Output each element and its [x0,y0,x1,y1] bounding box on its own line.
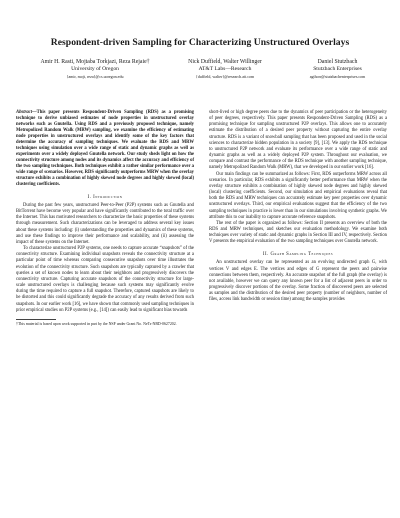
paragraph: The rest of the paper is organized as follows: Section II presents an overview of both the RDS and MRW techniques, and sketches our evaluation methodology. We examine both techniques over variety of static and dynamic graphs in Section III and IV, respectively. Section V presents the empirical evaluation of the two sampling techniques over Gnutella network. [209,220,387,245]
author-block [0,59,400,93]
paragraph: An unstructured overlay can be represented as an evolving undirected graph G, with vertices V and edges E. The vertices and edges of G represent the peers and pairwise connections between them, respectively. An accurate snapshot of the full graph (the overlay) is not available, however we can query any known peer for a list of adjacent peers in order to progressively discover portions of the overlay. Some fraction of discovered peers are selected as samples and the distribution of the desired peer property (number of neighbors, number of files, access link bandwidth or session time) among the samples provides [209,260,387,303]
author-affiliation: Stutzbach Enterprises [313,66,362,73]
author-affiliation: AT&T Labs—Research [198,66,252,73]
author-group-att [170,59,280,81]
paper-title: Respondent-driven Sampling for Characterizing Unstructured Overlays [50,37,350,48]
author-names: Daniel Stutzbach [317,59,358,65]
author-email: {duffield, walter}@research.att.com [195,74,255,80]
author-affiliation: University of Oregon [71,66,119,73]
footnote: †This material is based upon work supported in part by the NSF under Grant No. NeTs-NBD-0627202. [16,321,177,326]
abstract-text: —This paper presents Respondent-Driven Sampling (RDS) as a promising technique to derive unbiased estimates of node properties in unstructured overlay networks such as Gnutella. Using RDS and a previously proposed technique, namely Metropolized Random Walk (MRW) sampling, we examine the efficiency of estimating node properties in unstructured overlays and identify some of the key factors that determine the accuracy of sampling techniques. We evaluate the RDS and MRW techniques using simulation over a wide range of static and dynamic graphs as well as experiments over a widely deployed Gnutella network. Our study sheds light on how the connectivity structure among nodes and its dynamics affect the accuracy and efficiency of the two sampling techniques. Both techniques exhibit a rather similar performance over a wide range of scenarios. However, RDS significantly outperforms MRW when the overlay structure exhibits a combination of highly skewed node degrees and highly skewed (local) clustering coefficients. [16,110,194,187]
author-names: Nick Duffield, Walter Willinger [188,59,262,65]
section-heading-graph-sampling: II. Graph Sampling Techniques [262,252,334,258]
author-email: {amir, mojt, reza}@cs.uoregon.edu [66,74,124,80]
paragraph: Our main findings can be summarized as follows: First, RDS outperforms MRW across all scenarios. In particular, RDS exhibits a significantly better performance than MRW when the overlay structure exhibits a combination of highly skewed node degrees and highly skewed (local) clustering coefficients. Second, our simulation and empirical evaluations reveal that both the RDS and MRW techniques can accurately estimate key peer properties over dynamic unstructured overlays. Third, our empirical evaluations suggest that the efficiency of the two sampling techniques in practice is lower than in our simulations involving synthetic graphs. We attribute this to our inability to capture accurate reference snapshots. [209,171,387,220]
abstract [16,110,194,188]
paragraph: To characterize unstructured P2P systems, one needs to capture accurate “snapshots” of the connectivity structure. Examining individual snapshots reveals the connectivity structure at a particular point of time whereas comparing consecutive snapshots over time illustrates the evolution of the connectivity structure. Such snapshots are typically captured by a crawler that queries a set of known nodes to learn about their neighbors and progressively discovers the connectivity structure. Capturing accurate snapshots of the connectivity structure for large-scale unstructured overlays is challenging because such systems may significantly evolve during the time required to capture a full snapshot. Therefore, captured snapshots are likely to be distorted and this could significantly degrade the accuracy of any results derived from such snapshots. In our earlier work [16], we have shown that commonly used sampling techniques in prior empirical studies on P2P systems (e.g., [14]) can easily lead to significant bias towards [16,246,194,313]
author-group-oregon [40,59,150,81]
paragraph: short-lived or high degree peers due to the dynamics of peer participation or the heterogeneity of peer degrees, respectively. This paper presents Respondent-Driven Sampling (RDS) as a promising technique for sampling unstructured P2P overlays. This allows one to accurately estimate the distribution of a desired peer property without capturing the entire overlay structure. RDS is a variant of snowball sampling that has been proposed and used in the social sciences to characterize hidden population in a society [9], [13]. We apply the RDS technique to unstructured P2P network and evaluate its performance over a wide range of static and dynamic graphs as well as a widely deployed P2P system. Throughout our evaluation, we compare and contrast the performance of the RDS technique with another sampling technique, namely Metropolized Random Walk (MRW), that we developed in our earlier work [16]. [209,110,387,171]
paragraph: During the past few years, unstructured Peer-to-Peer (P2P) systems such as Gnutella and BitTorrent have become very popular and have significantly contributed to the total traffic over the Internet. This has motivated researchers to characterize the basic properties of these systems through measurement. Such characterizations can be leveraged to address several key issues about these systems including: (i) understanding the properties and dynamics of these systems, and use these findings to improve their performance and scalability, and (ii) assessing the impact of these systems on the Internet. [16,203,194,245]
author-email: agthorr@stutzbachenterprises.com [309,74,366,80]
right-column [209,110,387,304]
footnote-divider [16,319,56,320]
author-group-stutzbach [290,59,385,81]
author-names: Amir H. Rasti, Mojtaba Torkjazi, Reza Rejaie† [40,59,150,65]
left-column [16,110,194,327]
abstract-label: Abstract [16,110,32,115]
section-heading-introduction: I. Introduction [87,195,123,200]
